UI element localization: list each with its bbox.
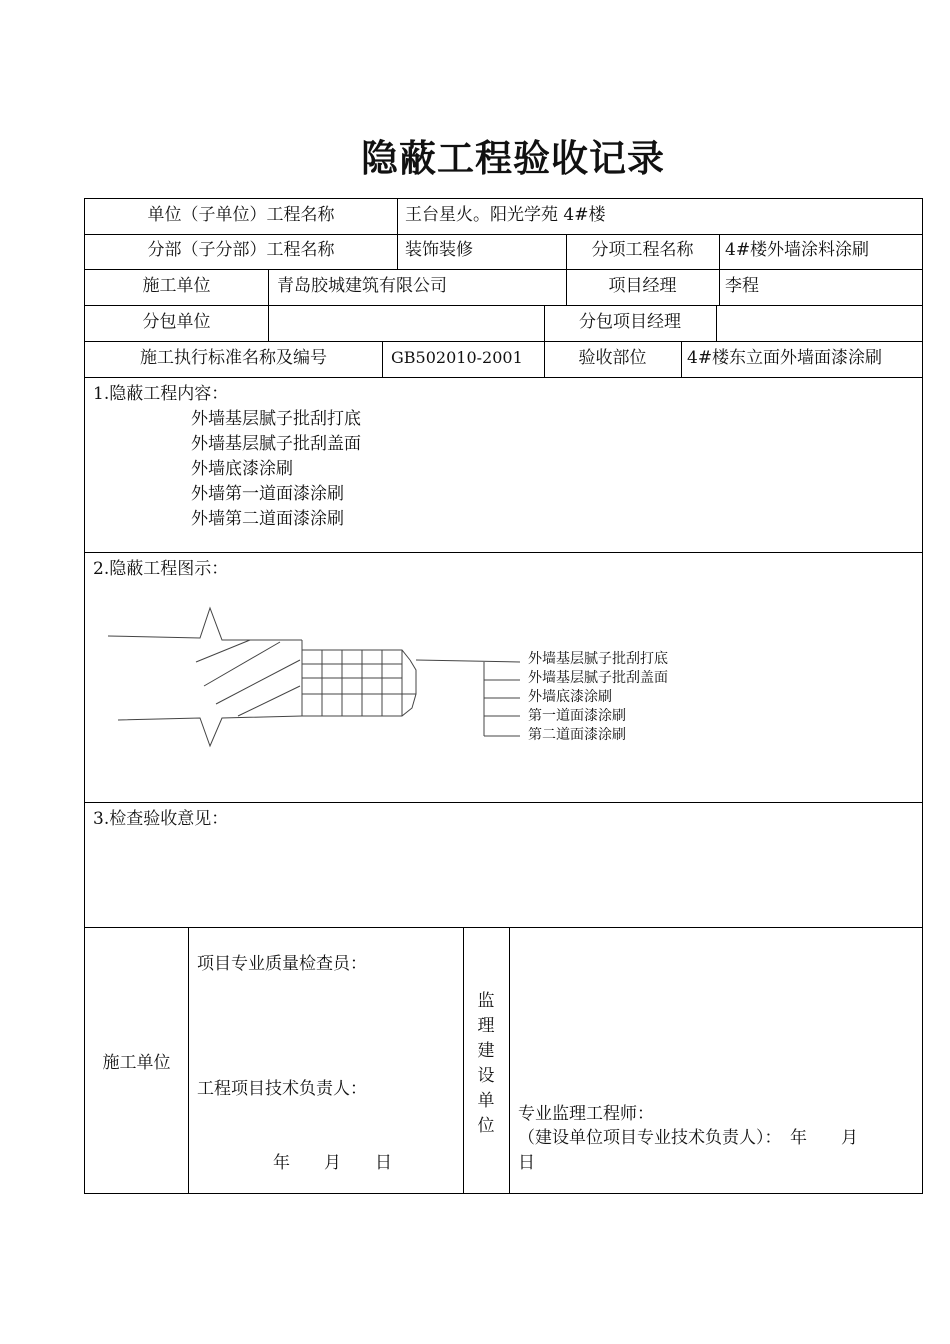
row-divider xyxy=(85,234,922,235)
date-left: 年 月 日 xyxy=(273,1153,392,1173)
content-item: 外墙底漆涂刷 xyxy=(191,459,293,479)
col-divider xyxy=(397,199,398,234)
standard-label: 施工执行标准名称及编号 xyxy=(140,348,327,368)
diagram-label: 第一道面漆涂刷 xyxy=(528,708,626,724)
location-label: 验收部位 xyxy=(578,348,647,368)
row-divider xyxy=(85,802,922,803)
sub-project-value: 装饰装修 xyxy=(405,240,473,260)
item-label: 分项工程名称 xyxy=(591,240,694,260)
project-name-label: 单位（子单位）工程名称 xyxy=(147,205,335,225)
section2-heading: 2.隐蔽工程图示： xyxy=(93,559,229,579)
row-divider xyxy=(85,552,922,553)
col-divider xyxy=(719,269,720,305)
col-divider xyxy=(681,341,682,377)
supervisor-label: 监理建设单位 xyxy=(477,991,495,1136)
diagram-label: 外墙基层腻子批刮盖面 xyxy=(528,670,668,686)
col-divider xyxy=(188,927,189,1193)
standard-value: GB502010-2001 xyxy=(391,348,523,367)
item-value: 4#楼外墙涂料涂刷 xyxy=(725,240,870,260)
col-divider xyxy=(463,927,464,1193)
section3-heading: 3.检查验收意见： xyxy=(93,809,229,829)
col-divider xyxy=(268,269,269,305)
row-divider xyxy=(85,377,922,378)
date-right: 日 xyxy=(518,1153,535,1173)
sub-project-label: 分部（子分部）工程名称 xyxy=(147,240,335,260)
location-value: 4#楼东立面外墙面漆涂刷 xyxy=(687,348,883,368)
engineer-label: 专业监理工程师： xyxy=(518,1104,654,1124)
sub-manager-label: 分包项目经理 xyxy=(579,312,681,332)
col-divider xyxy=(719,234,720,269)
diagram-label: 第二道面漆涂刷 xyxy=(528,727,626,743)
col-divider xyxy=(397,234,398,269)
subcontractor-label: 分包单位 xyxy=(142,312,211,332)
page-title: 隐蔽工程验收记录 xyxy=(361,136,665,180)
row-divider xyxy=(85,927,922,928)
contractor-value: 青岛胶城建筑有限公司 xyxy=(277,276,447,296)
owner-label: （建设单位项目专业技术负责人）： 年 月 xyxy=(518,1128,858,1148)
content-item: 外墙第一道面漆涂刷 xyxy=(191,484,344,504)
col-divider xyxy=(268,305,269,341)
col-divider xyxy=(382,341,383,377)
signoff-contractor-label: 施工单位 xyxy=(102,1053,171,1073)
content-item: 外墙第二道面漆涂刷 xyxy=(191,509,344,529)
row-divider xyxy=(85,305,922,306)
layer-diagram xyxy=(100,600,668,754)
wall-section-drawing xyxy=(100,600,520,750)
project-name-value: 王台星火。阳光学苑 4#楼 xyxy=(405,205,606,225)
tech-lead-label: 工程项目技术负责人： xyxy=(197,1079,367,1099)
diagram-label: 外墙底漆涂刷 xyxy=(528,689,612,705)
manager-value: 李程 xyxy=(725,276,759,296)
col-divider xyxy=(716,305,717,341)
contractor-label: 施工单位 xyxy=(142,276,211,296)
row-divider xyxy=(85,341,922,342)
manager-label: 项目经理 xyxy=(608,276,677,296)
row-divider xyxy=(85,269,922,270)
content-item: 外墙基层腻子批刮盖面 xyxy=(191,434,361,454)
col-divider xyxy=(509,927,510,1193)
diagram-label: 外墙基层腻子批刮打底 xyxy=(528,651,668,667)
content-item: 外墙基层腻子批刮打底 xyxy=(191,409,361,429)
qc-inspector-label: 项目专业质量检查员： xyxy=(197,954,367,974)
section1-heading: 1.隐蔽工程内容： xyxy=(93,384,229,404)
